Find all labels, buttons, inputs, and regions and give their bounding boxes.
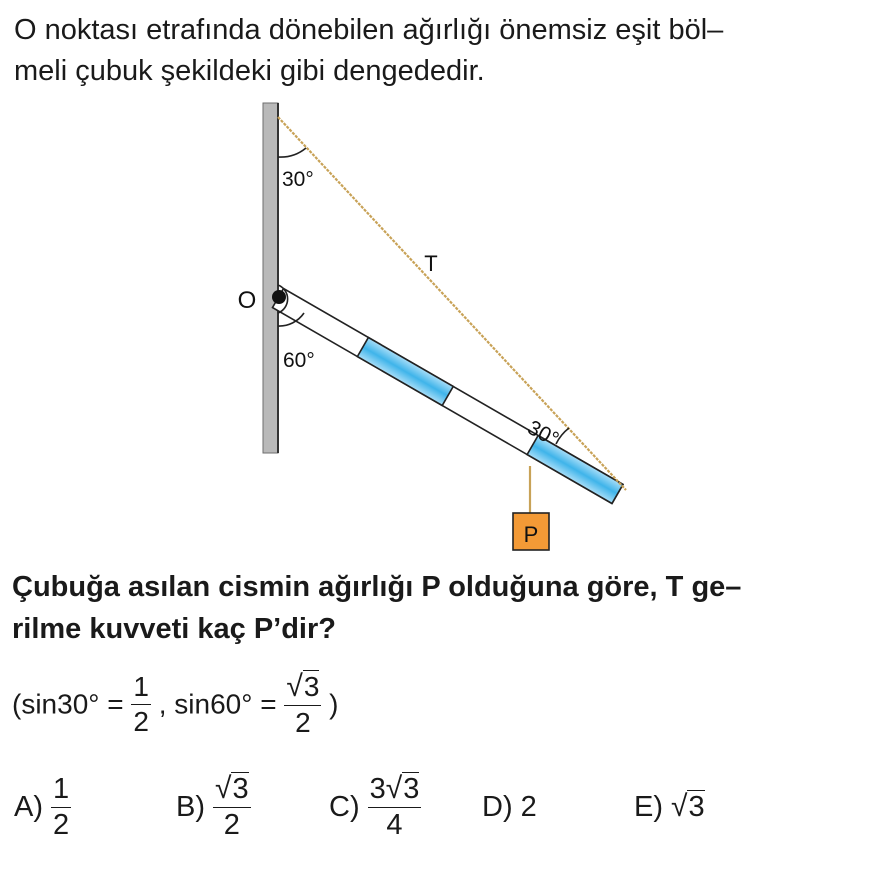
fraction-denominator: 2 xyxy=(53,808,70,841)
pivot-label: O xyxy=(237,287,257,314)
radicand: 3 xyxy=(403,773,420,805)
option-b-fraction xyxy=(213,774,251,840)
pivot-point xyxy=(272,290,286,304)
radical-sign-icon: √ xyxy=(385,772,403,805)
square-root xyxy=(671,790,705,824)
fraction-bar xyxy=(284,705,321,706)
fraction-bar xyxy=(368,807,422,808)
fraction-denominator: 4 xyxy=(386,809,403,841)
fraction-denominator: 2 xyxy=(295,707,311,738)
square-root xyxy=(215,774,249,804)
radical-sign-icon: √ xyxy=(671,790,688,823)
radicand: 3 xyxy=(232,773,249,805)
fraction-numerator: 1 xyxy=(53,772,70,805)
option-c[interactable] xyxy=(329,762,421,852)
option-d[interactable] xyxy=(482,762,537,852)
option-a-fraction xyxy=(51,772,71,841)
option-letter: D) xyxy=(482,790,513,823)
given-fraction-sin30 xyxy=(131,673,151,736)
rod-segment-2-blue xyxy=(357,337,453,405)
option-e[interactable] xyxy=(634,762,705,852)
radical-sign-icon: √ xyxy=(215,772,232,805)
tension-label: T xyxy=(424,251,438,276)
fraction-bar xyxy=(213,807,251,808)
question-text xyxy=(12,566,882,650)
given-close: ) xyxy=(329,688,339,720)
rope-t xyxy=(278,117,626,490)
radicand: 3 xyxy=(303,671,320,702)
fraction-numerator: 1 xyxy=(133,671,149,702)
question-line-2: rilme kuvveti kaç P’dir? xyxy=(12,613,336,645)
option-d-value: 2 xyxy=(520,790,537,823)
option-letter: E) xyxy=(634,790,663,823)
rod xyxy=(273,288,623,503)
fraction-numerator xyxy=(368,774,422,804)
option-c-fraction xyxy=(368,774,422,840)
option-letter: B) xyxy=(176,790,205,823)
given-middle: , sin60° = xyxy=(158,688,285,720)
option-letter: C) xyxy=(329,790,360,823)
fraction-numerator xyxy=(213,774,251,804)
option-b[interactable] xyxy=(176,762,251,852)
given-fraction-sin60 xyxy=(284,672,321,737)
coefficient: 3 xyxy=(369,773,386,805)
fraction-denominator: 2 xyxy=(223,809,240,841)
angle-label-wall-rope: 30° xyxy=(282,168,314,191)
fraction-denominator: 2 xyxy=(133,706,149,737)
fraction-bar xyxy=(131,704,151,705)
given-open: (sin30° = xyxy=(12,688,132,720)
radicand: 3 xyxy=(688,791,705,823)
weight-label: P xyxy=(523,522,539,547)
option-a[interactable] xyxy=(14,762,71,852)
intro-line-1: O noktası etrafında dönebilen ağırlığı önemsiz eşit böl– xyxy=(14,14,724,46)
angle-label-rope-rod: 30° xyxy=(523,416,563,452)
radical-sign-icon: √ xyxy=(286,670,303,703)
wall xyxy=(263,103,278,453)
given-values xyxy=(12,672,339,737)
fraction-bar xyxy=(51,807,71,808)
answer-options xyxy=(14,762,884,852)
angle-arc-wall-rope xyxy=(278,148,306,157)
fraction-numerator xyxy=(284,672,321,702)
question-line-1: Çubuğa asılan cismin ağırlığı P olduğuna göre, T ge– xyxy=(12,571,742,603)
angle-label-wall-rod: 60° xyxy=(283,349,315,372)
intro-line-2: meli çubuk şekildeki gibi dengededir. xyxy=(14,55,485,87)
square-root xyxy=(286,672,319,702)
option-letter: A) xyxy=(14,790,43,823)
square-root xyxy=(386,774,420,804)
